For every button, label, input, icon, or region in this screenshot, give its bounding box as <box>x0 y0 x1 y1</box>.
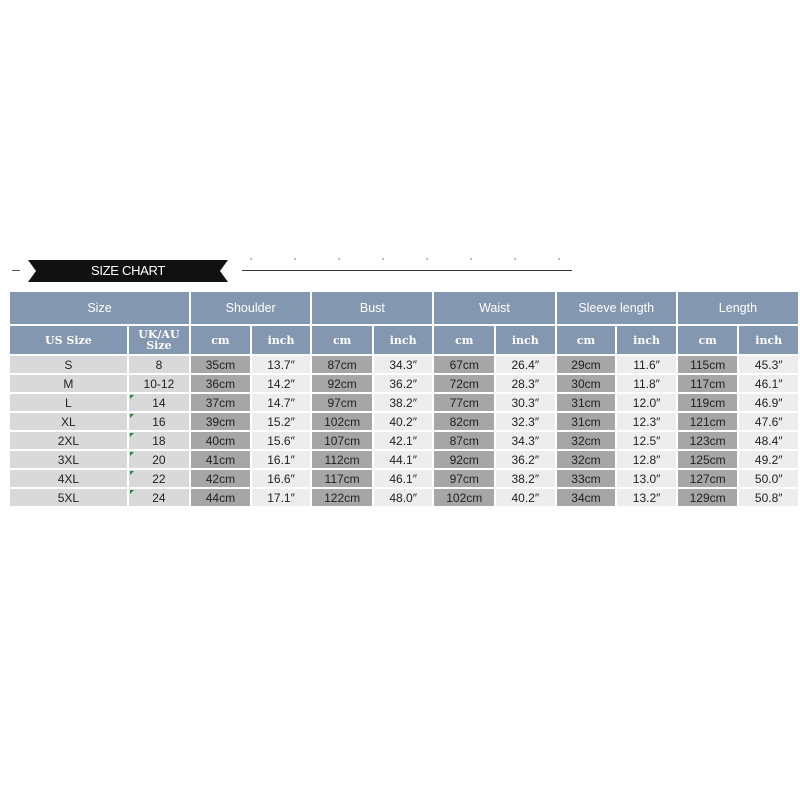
cell-inch <box>617 356 676 373</box>
cell-text: M <box>63 376 74 391</box>
decorative-dot <box>382 258 384 260</box>
cell-marker-icon <box>130 471 134 475</box>
group-header-size: Size <box>10 292 189 324</box>
cell-inch <box>374 451 433 468</box>
decorative-dot <box>558 258 560 260</box>
decorative-dot <box>514 258 516 260</box>
cell-text: 49.2″ <box>754 452 783 467</box>
cell-cm <box>557 432 616 449</box>
cell-marker-icon <box>130 490 134 494</box>
cell-inch <box>496 451 555 468</box>
table-row <box>10 413 798 430</box>
cell-cm <box>312 470 372 487</box>
cell-inch <box>617 470 676 487</box>
cell-cm <box>434 489 494 506</box>
cell-uk-au-size <box>129 451 189 468</box>
cell-inch <box>374 394 433 411</box>
cell-text: 38.2″ <box>389 395 417 410</box>
cell-inch <box>252 356 311 373</box>
cell-inch <box>617 432 676 449</box>
cell-text: 10-12 <box>143 376 175 391</box>
cell-text: 28.3″ <box>511 376 540 391</box>
cell-inch <box>496 394 555 411</box>
size-table <box>8 290 800 508</box>
cell-text: 112cm <box>324 452 360 467</box>
cell-text: 14 <box>152 395 166 410</box>
cell-text: 26.4″ <box>511 357 540 372</box>
cell-text: 47.6″ <box>754 414 783 429</box>
cell-us-size <box>10 451 127 468</box>
unit-header-inch: inch <box>252 326 311 354</box>
cell-inch <box>496 489 555 506</box>
cell-text: 48.4″ <box>754 433 783 448</box>
cell-inch <box>496 413 555 430</box>
cell-text: 31cm <box>571 395 601 410</box>
cell-text: 50.8″ <box>754 490 783 505</box>
cell-text: 11.8″ <box>633 376 660 391</box>
cell-cm <box>312 489 372 506</box>
cell-inch <box>252 432 311 449</box>
cell-text: 129cm <box>689 490 726 505</box>
cell-cm <box>678 356 738 373</box>
cell-inch <box>617 413 676 430</box>
unit-header-inch: inch <box>496 326 555 354</box>
cell-inch <box>739 375 798 392</box>
cell-text: 8 <box>155 357 163 372</box>
group-header-bust: Bust <box>312 292 432 324</box>
cell-inch <box>252 413 311 430</box>
cell-text: 82cm <box>449 414 479 429</box>
cell-us-size <box>10 432 127 449</box>
cell-inch <box>739 356 798 373</box>
decorative-dot <box>294 258 296 260</box>
cell-inch <box>739 470 798 487</box>
cell-text: 12.3″ <box>632 414 661 429</box>
cell-text: 36.2″ <box>389 376 417 391</box>
cell-inch <box>374 489 433 506</box>
table-row <box>10 394 798 411</box>
cell-marker-icon <box>130 433 134 437</box>
cell-text: 107cm <box>324 433 361 448</box>
cell-text: 127cm <box>689 471 726 486</box>
cell-text: 92cm <box>327 376 357 391</box>
cell-text: 87cm <box>449 433 479 448</box>
cell-text: 121cm <box>689 414 726 429</box>
cell-text: 16.6″ <box>267 471 295 486</box>
cell-cm <box>312 356 372 373</box>
cell-inch <box>739 432 798 449</box>
cell-cm <box>434 394 494 411</box>
cell-cm <box>191 489 250 506</box>
cell-text: 39cm <box>205 414 236 429</box>
cell-text: 42cm <box>205 471 236 486</box>
cell-text: 14.2″ <box>267 376 295 391</box>
cell-text: 15.2″ <box>267 414 295 429</box>
cell-cm <box>557 375 616 392</box>
cell-uk-au-size <box>129 394 189 411</box>
decorative-dot <box>250 258 252 260</box>
cell-us-size <box>10 413 127 430</box>
cell-cm <box>191 356 250 373</box>
cell-cm <box>191 394 250 411</box>
cell-text: 32cm <box>571 452 601 467</box>
cell-inch <box>739 413 798 430</box>
cell-text: 40cm <box>205 433 236 448</box>
cell-text: 12.5″ <box>632 433 661 448</box>
table-row <box>10 432 798 449</box>
cell-inch <box>496 470 555 487</box>
unit-header-cm: cm <box>191 326 250 354</box>
cell-text: 92cm <box>449 452 479 467</box>
cell-text: 115cm <box>690 357 726 372</box>
unit-header-uk-au-size: UK/AU Size <box>129 326 189 354</box>
cell-text: 102cm <box>446 490 483 505</box>
cell-text: 12.0″ <box>632 395 661 410</box>
cell-marker-icon <box>130 452 134 456</box>
cell-text: 13.0″ <box>632 471 661 486</box>
table-row <box>10 451 798 468</box>
cell-text: 14.7″ <box>267 395 295 410</box>
unit-header-cm: cm <box>434 326 494 354</box>
cell-text: 41cm <box>205 452 236 467</box>
cell-us-size <box>10 356 127 373</box>
cell-inch <box>739 451 798 468</box>
cell-cm <box>678 375 738 392</box>
cell-cm <box>678 489 738 506</box>
cell-text: 4XL <box>57 471 80 486</box>
cell-text: 117cm <box>690 376 726 391</box>
cell-cm <box>678 394 738 411</box>
unit-header-cm: cm <box>312 326 372 354</box>
cell-text: 34.3″ <box>389 357 417 372</box>
cell-text: XL <box>61 414 76 429</box>
cell-cm <box>191 470 250 487</box>
cell-inch <box>617 375 676 392</box>
cell-text: 87cm <box>327 357 357 372</box>
cell-text: 38.2″ <box>511 471 540 486</box>
cell-cm <box>557 451 616 468</box>
cell-marker-icon <box>130 395 134 399</box>
cell-text: 46.1″ <box>754 376 783 391</box>
unit-header-inch: inch <box>739 326 798 354</box>
cell-text: 22 <box>152 471 166 486</box>
cell-text: 119cm <box>690 395 726 410</box>
unit-header-inch: inch <box>374 326 433 354</box>
cell-text: 12.8″ <box>632 452 661 467</box>
cell-text: 30cm <box>571 376 601 391</box>
decorative-dash <box>12 270 20 271</box>
cell-inch <box>252 375 311 392</box>
cell-cm <box>434 432 494 449</box>
cell-us-size <box>10 470 127 487</box>
table-row <box>10 470 798 487</box>
cell-inch <box>252 489 311 506</box>
cell-text: 102cm <box>324 414 361 429</box>
cell-inch <box>739 394 798 411</box>
cell-text: 32cm <box>571 433 601 448</box>
size-chart-header <box>0 258 800 284</box>
cell-uk-au-size <box>129 356 189 373</box>
cell-text: 16.1″ <box>267 452 295 467</box>
cell-us-size <box>10 394 127 411</box>
unit-header-inch: inch <box>617 326 676 354</box>
cell-inch <box>252 394 311 411</box>
cell-text: 44cm <box>205 490 236 505</box>
cell-uk-au-size <box>129 489 189 506</box>
cell-cm <box>434 375 494 392</box>
cell-text: 97cm <box>449 471 479 486</box>
cell-text: 36.2″ <box>511 452 540 467</box>
decorative-dots <box>250 258 570 264</box>
cell-text: 31cm <box>571 414 601 429</box>
header-rule <box>242 270 572 271</box>
cell-us-size <box>10 375 127 392</box>
unit-header-cm: cm <box>678 326 738 354</box>
cell-text: 24 <box>152 490 166 505</box>
cell-inch <box>252 470 311 487</box>
cell-cm <box>678 451 738 468</box>
cell-text: 17.1″ <box>267 490 295 505</box>
cell-text: 67cm <box>449 357 479 372</box>
cell-text: 33cm <box>571 471 601 486</box>
cell-text: 125cm <box>689 452 726 467</box>
cell-text: 16 <box>152 414 166 429</box>
cell-cm <box>191 451 250 468</box>
cell-text: 13.2″ <box>632 490 661 505</box>
cell-text: S <box>64 357 73 372</box>
cell-cm <box>557 470 616 487</box>
cell-cm <box>312 394 372 411</box>
group-header-shoulder: Shoulder <box>191 292 310 324</box>
group-header-sleeve-length: Sleeve length <box>557 292 676 324</box>
cell-text: 35cm <box>205 357 236 372</box>
cell-marker-icon <box>130 414 134 418</box>
decorative-dot <box>338 258 340 260</box>
cell-cm <box>557 413 616 430</box>
group-header-length: Length <box>678 292 798 324</box>
cell-text: 46.1″ <box>389 471 417 486</box>
cell-cm <box>434 356 494 373</box>
cell-text: 45.3″ <box>754 357 783 372</box>
cell-text: 48.0″ <box>389 490 417 505</box>
cell-cm <box>434 451 494 468</box>
cell-cm <box>312 432 372 449</box>
unit-header-row <box>10 326 798 354</box>
cell-inch <box>374 470 433 487</box>
cell-cm <box>191 375 250 392</box>
unit-header-us-size: US Size <box>10 326 127 354</box>
cell-uk-au-size <box>129 470 189 487</box>
cell-inch <box>617 489 676 506</box>
cell-text: 37cm <box>205 395 236 410</box>
cell-inch <box>617 451 676 468</box>
cell-text: L <box>65 395 72 410</box>
cell-text: 46.9″ <box>754 395 783 410</box>
cell-cm <box>434 413 494 430</box>
cell-text: 36cm <box>205 376 236 391</box>
cell-inch <box>374 432 433 449</box>
group-header-waist: Waist <box>434 292 554 324</box>
cell-cm <box>678 470 738 487</box>
cell-inch <box>617 394 676 411</box>
cell-text: 50.0″ <box>754 471 783 486</box>
cell-text: 5XL <box>57 490 80 505</box>
table-row <box>10 356 798 373</box>
cell-text: 29cm <box>571 357 601 372</box>
cell-inch <box>496 375 555 392</box>
group-header-row <box>10 292 798 324</box>
cell-cm <box>557 394 616 411</box>
cell-text: 42.1″ <box>389 433 417 448</box>
cell-text: 18 <box>152 433 166 448</box>
table-row <box>10 489 798 506</box>
cell-cm <box>312 451 372 468</box>
cell-cm <box>678 432 738 449</box>
cell-inch <box>252 451 311 468</box>
cell-uk-au-size <box>129 413 189 430</box>
cell-uk-au-size <box>129 375 189 392</box>
cell-text: 2XL <box>57 433 80 448</box>
cell-text: 117cm <box>324 471 360 486</box>
cell-inch <box>739 489 798 506</box>
cell-inch <box>496 356 555 373</box>
cell-text: 123cm <box>689 433 726 448</box>
table-row <box>10 375 798 392</box>
table-body <box>10 356 798 506</box>
cell-text: 77cm <box>449 395 479 410</box>
cell-text: 34.3″ <box>511 433 540 448</box>
cell-cm <box>434 470 494 487</box>
cell-cm <box>191 432 250 449</box>
cell-inch <box>374 413 433 430</box>
cell-text: 122cm <box>324 490 361 505</box>
cell-text: 20 <box>152 452 166 467</box>
page-title: SIZE CHART <box>90 263 166 278</box>
cell-text: 32.3″ <box>511 414 540 429</box>
cell-text: 30.3″ <box>511 395 540 410</box>
cell-cm <box>678 413 738 430</box>
cell-inch <box>374 375 433 392</box>
cell-uk-au-size <box>129 432 189 449</box>
title-ribbon <box>36 260 220 282</box>
cell-cm <box>191 413 250 430</box>
cell-cm <box>557 356 616 373</box>
cell-text: 11.6″ <box>633 357 660 372</box>
decorative-dot <box>470 258 472 260</box>
cell-text: 97cm <box>327 395 357 410</box>
cell-text: 72cm <box>449 376 479 391</box>
decorative-dot <box>426 258 428 260</box>
cell-inch <box>496 432 555 449</box>
cell-text: 3XL <box>57 452 80 467</box>
cell-text: 40.2″ <box>511 490 540 505</box>
cell-inch <box>374 356 433 373</box>
cell-text: 15.6″ <box>267 433 295 448</box>
cell-us-size <box>10 489 127 506</box>
cell-cm <box>557 489 616 506</box>
cell-text: 44.1″ <box>389 452 417 467</box>
cell-cm <box>312 413 372 430</box>
unit-header-cm: cm <box>557 326 616 354</box>
cell-text: 40.2″ <box>389 414 417 429</box>
cell-text: 34cm <box>571 490 601 505</box>
cell-text: 13.7″ <box>267 357 295 372</box>
cell-cm <box>312 375 372 392</box>
